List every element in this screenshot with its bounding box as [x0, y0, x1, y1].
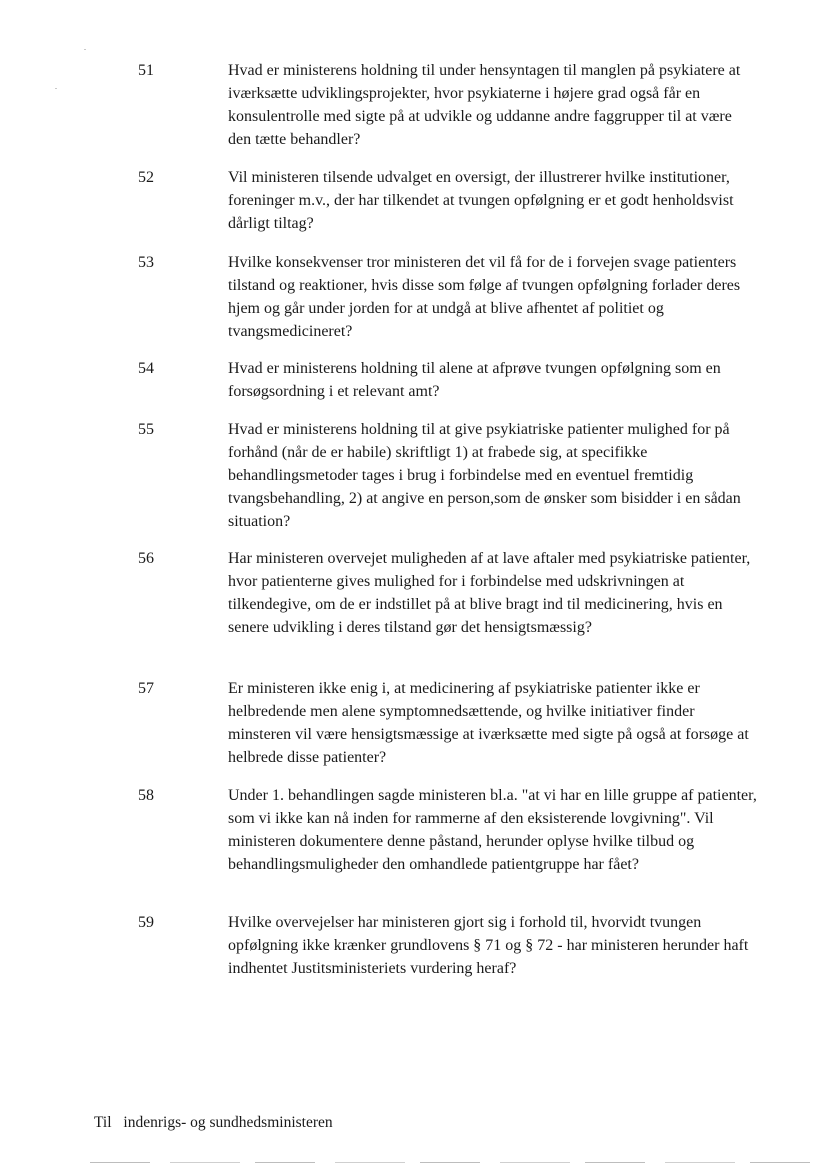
question-text: Er ministeren ikke enig i, at medicinering af psykiatriske patienter ikke er helbredende men alene symptomnedsættende, og hvilke initiativer finder minsteren vil være hensigtsmæssige at iværksætte med sigte på også at forsøge at helbrede disse patienter? — [228, 680, 749, 766]
question-number: 53 — [138, 254, 154, 271]
recipient-line — [94, 1113, 333, 1133]
scan-edge-rule — [90, 1162, 820, 1163]
question-number: 54 — [138, 360, 154, 377]
question-text: Vil ministeren tilsende udvalget en oversigt, der illustrerer hvilke institutioner, foreninger m.v., der har tilkendet at tvungen opfølgning er et godt henholdsvist dårligt tiltag? — [228, 169, 734, 232]
question-number: 52 — [138, 169, 154, 186]
question-text: Under 1. behandlingen sagde ministeren bl.a. "at vi har en lille gruppe af patienter, som vi ikke kan nå inden for rammerne af den eksisterende lovgivning". Vil ministeren dokumentere denne påstand, herunder oplyse hvilke tilbud og behandlingsmuligheder den omhandlede patientgruppe har fået? — [228, 787, 757, 873]
scan-speck — [84, 49, 86, 50]
question-text: Hvad er ministerens holdning til at give psykiatriske patienter mulighed for på forhånd (når de er habile) skriftligt 1) at frabede sig, at specifikke behandlingsmetoder tages i brug i forbindelse med en eventuel fremtidig tvangsbehandling, 2) at angive en person,som de ønsker som bisidder i en sådan situation? — [228, 421, 741, 530]
question-number: 58 — [138, 787, 154, 804]
question-text: Hvilke overvejelser har ministeren gjort sig i forhold til, hvorvidt tvungen opfølgning ikke krænker grundlovens § 71 og § 72 - har ministeren herunder haft indhentet Justitsministeriets vurdering heraf? — [228, 914, 749, 977]
question-text: Har ministeren overvejet muligheden af at lave aftaler med psykiatriske patienter, hvor patienterne gives mulighed for i forbindelse med udskrivningen at tilkendegive, om de er indstillet på at blive bragt ind til medicinering, hvis en senere udvikling i deres tilstand gør det hensigtsmæssig? — [228, 550, 751, 636]
question-number: 56 — [138, 550, 154, 567]
question-number: 57 — [138, 680, 154, 697]
question-number: 59 — [138, 914, 154, 931]
recipient-label: Til — [94, 1114, 112, 1131]
question-number: 51 — [138, 62, 154, 79]
question-text: Hvad er ministerens holdning til under hensyntagen til manglen på psykiatere at iværksætte udviklingsprojekter, hvor psykiaterne i højere grad også får en konsulentrolle med sigte på at udvikle og uddanne andre faggrupper til at være den tætte behandler? — [228, 62, 741, 148]
question-number: 55 — [138, 421, 154, 438]
question-text: Hvilke konsekvenser tror ministeren det vil få for de i forvejen svage patienters tilstand og reaktioner, hvis disse som følge af tvungen opfølgning forlader deres hjem og går under jorden for at undgå at blive afhentet af politiet og tvangsmedicineret? — [228, 254, 741, 340]
scan-speck — [55, 88, 57, 89]
recipient-name: indenrigs- og sundhedsministeren — [123, 1114, 333, 1131]
question-text: Hvad er ministerens holdning til alene at afprøve tvungen opfølgning som en forsøgsordning i et relevant amt? — [228, 360, 721, 400]
